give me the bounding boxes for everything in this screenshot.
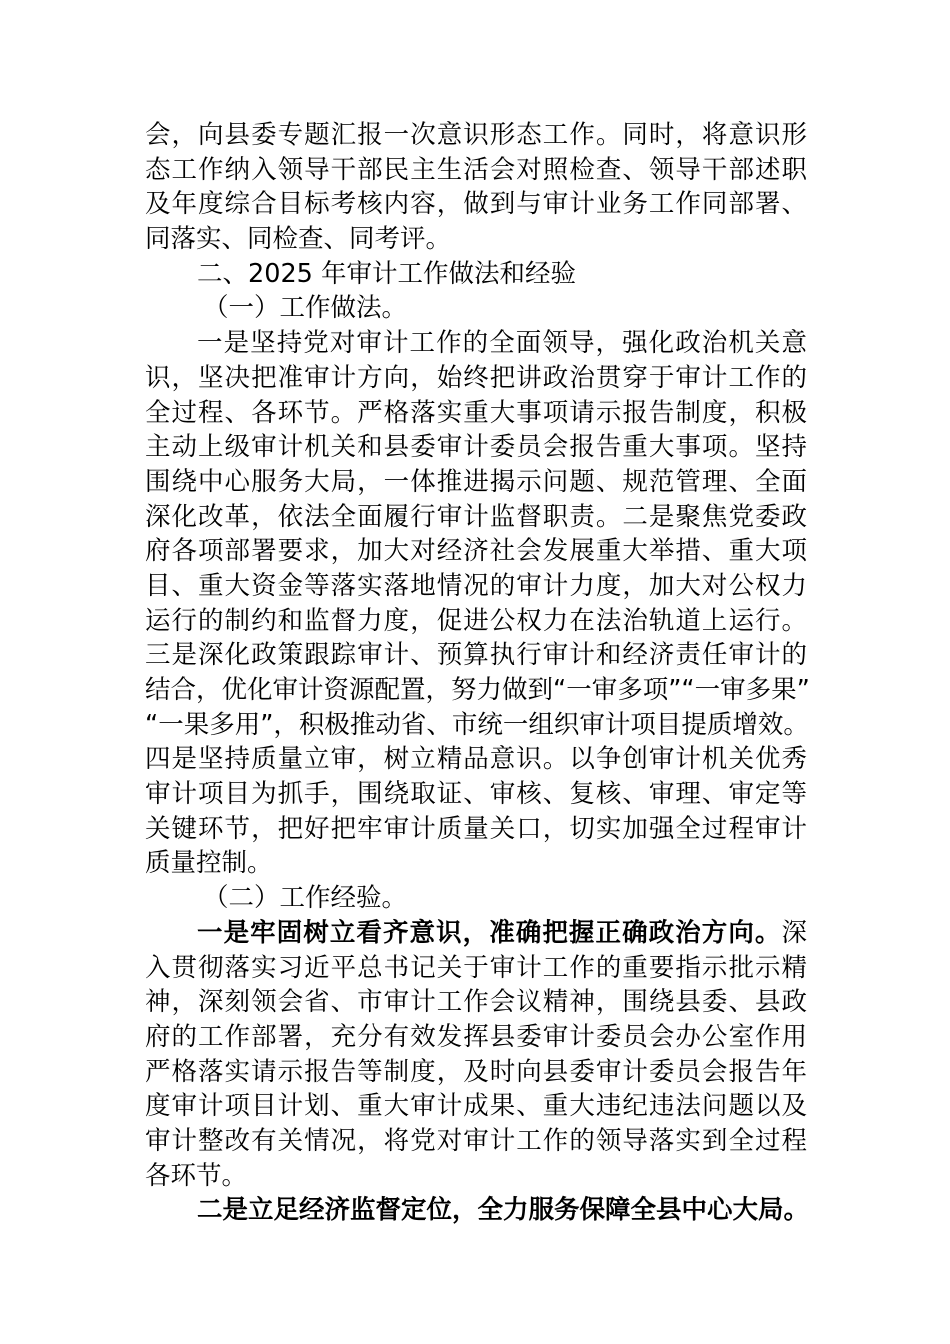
- text-line: [145, 222, 807, 257]
- line-text: 严格落实请示报告等制度，及时向县委审计委员会报告年: [145, 1056, 807, 1087]
- text-line: [145, 1020, 807, 1055]
- text-line: [145, 846, 807, 881]
- line-text: 度审计项目计划、重大审计成果、重大违纪违法问题以及: [145, 1091, 807, 1122]
- line-text: 神，深刻领会省、市审计工作会议精神，围绕县委、县政: [145, 987, 807, 1018]
- line-text: 及年度综合目标考核内容，做到与审计业务工作同部署、: [145, 189, 807, 220]
- text-line: [145, 777, 807, 812]
- line-text: 三是深化政策跟踪审计、预算执行审计和经济责任审计的: [145, 640, 807, 671]
- text-line: [145, 1089, 807, 1124]
- line-text: （一）工作做法。: [203, 293, 408, 324]
- line-text: 一是坚持党对审计工作的全面领导，强化政治机关意: [197, 328, 807, 359]
- line-text: 目、重大资金等落实落地情况的审计力度，加大对公权力: [145, 570, 807, 601]
- line-text: 会，向县委专题汇报一次意识形态工作。同时，将意识形: [145, 120, 807, 150]
- bold-heading-text: 二是立足经济监督定位，全力服务保障全县中心大局。: [197, 1195, 810, 1226]
- text-line: [145, 396, 807, 431]
- text-line: [145, 257, 807, 292]
- text-line: [145, 153, 807, 188]
- text-line: [145, 708, 807, 743]
- line-text: 围绕中心服务大局，一体推进揭示问题、规范管理、全面: [145, 466, 807, 497]
- line-text: 结合，优化审计资源配置，努力做到“一审多项”“一审多果”: [145, 675, 810, 705]
- text-line: [145, 465, 807, 500]
- text-line: [145, 430, 807, 465]
- text-line: [145, 638, 807, 673]
- line-text: 入贯彻落实习近平总书记关于审计工作的重要指示批示精: [145, 952, 807, 983]
- line-text: 府的工作部署，充分有效发挥县委审计委员会办公室作用: [145, 1021, 807, 1052]
- line-text: 四是坚持质量立审，树立精品意识。以争创审计机关优秀: [145, 744, 807, 775]
- document-page: [145, 118, 810, 1228]
- text-line: [145, 1159, 807, 1194]
- line-text: 同落实、同检查、同考评。: [145, 224, 452, 255]
- text-line: [145, 291, 807, 326]
- text-line: [145, 916, 807, 951]
- text-line: [145, 326, 807, 361]
- text-line: [145, 604, 807, 639]
- line-text: （二）工作经验。: [203, 883, 408, 914]
- line-text: 态工作纳入领导干部民主生活会对照检查、领导干部述职: [145, 154, 807, 185]
- text-line: [145, 881, 807, 916]
- text-line: [145, 534, 807, 569]
- text-line: [145, 985, 807, 1020]
- line-text: 各环节。: [145, 1160, 248, 1191]
- line-text: 府各项部署要求，加大对经济社会发展重大举措、重大项: [145, 536, 807, 567]
- text-line: [145, 951, 807, 986]
- text-line: [145, 569, 807, 604]
- line-text: 审计整改有关情况，将党对审计工作的领导落实到全过程: [145, 1125, 807, 1156]
- text-line: [145, 118, 807, 153]
- line-text: 质量控制。: [145, 848, 273, 879]
- line-text: 审计项目为抓手，围绕取证、审核、复核、审理、审定等: [145, 779, 807, 810]
- text-line: [145, 742, 807, 777]
- line-text: 运行的制约和监督力度，促进公权力在法治轨道上运行。: [145, 605, 807, 636]
- text-line: [145, 361, 807, 396]
- line-text: 深化改革，依法全面履行审计监督职责。二是聚焦党委政: [145, 501, 807, 532]
- line-text: 主动上级审计机关和县委审计委员会报告重大事项。坚持: [145, 432, 807, 463]
- text-line: [145, 187, 807, 222]
- text-line: [145, 1055, 807, 1090]
- line-text: 二、2025 年审计工作做法和经验: [197, 258, 577, 289]
- text-line: [145, 1193, 810, 1228]
- text-line: [145, 812, 807, 847]
- line-text: 深: [781, 917, 807, 948]
- line-text: 关键环节，把好把牢审计质量关口，切实加强全过程审计: [145, 813, 807, 844]
- text-line: [145, 1124, 807, 1159]
- line-text: “一果多用”，积极推动省、市统一组织审计项目提质增效。: [145, 709, 809, 740]
- line-text: 全过程、各环节。严格落实重大事项请示报告制度，积极: [145, 397, 807, 428]
- line-text: 识，坚决把准审计方向，始终把讲政治贯穿于审计工作的: [145, 362, 807, 393]
- bold-heading-text: 一是牢固树立看齐意识，准确把握正确政治方向。: [197, 917, 782, 948]
- text-line: [145, 500, 807, 535]
- text-line: [145, 673, 810, 708]
